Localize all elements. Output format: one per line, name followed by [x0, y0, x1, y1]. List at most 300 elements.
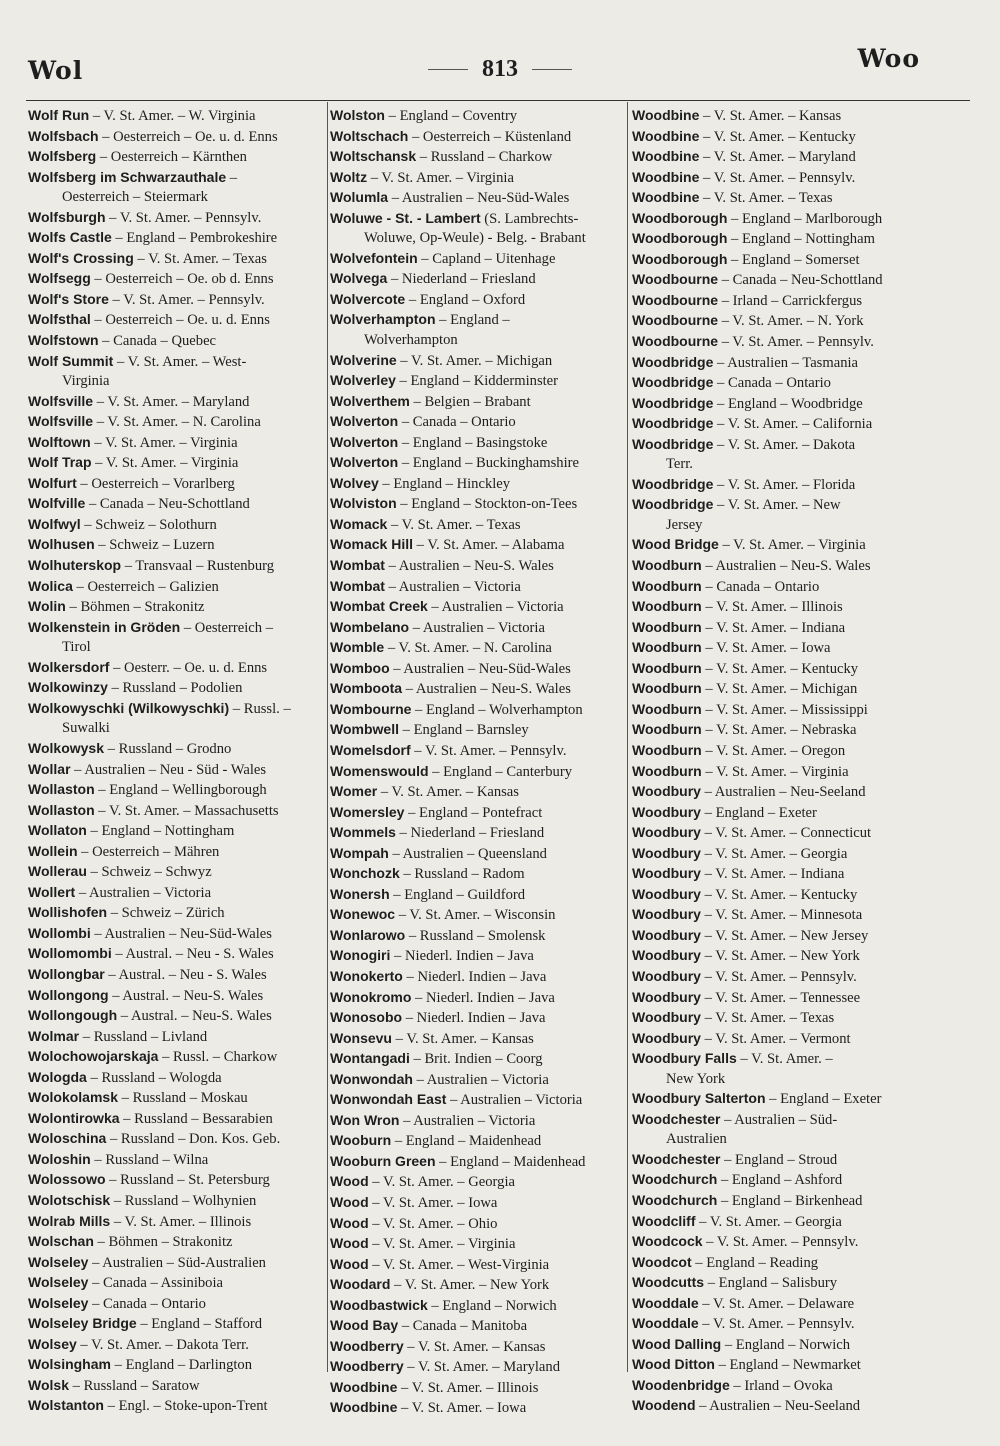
- gazetteer-entry: [28, 1212, 330, 1233]
- entry-headword: Wollomombi: [28, 945, 112, 962]
- entry-location: – Australien – Neu-S. Wales: [701, 558, 871, 575]
- entry-location: – England – Woodbridge: [713, 395, 863, 412]
- gazetteer-entry: [330, 371, 626, 392]
- gazetteer-entry: [632, 1314, 944, 1335]
- gazetteer-entry: [330, 905, 626, 926]
- gazetteer-entry: [28, 433, 330, 454]
- entry-headword: Woodbine: [632, 189, 700, 206]
- entry-location: – V. St. Amer. – Texas: [387, 516, 521, 533]
- header-rule-left: [428, 69, 468, 70]
- entry-headword: Woodborough: [632, 250, 728, 267]
- gazetteer-entry: [28, 494, 330, 515]
- gazetteer-entry: [330, 106, 626, 127]
- entry-location: – V. St. Amer. – Pennsylv.: [702, 1234, 859, 1251]
- gazetteer-entry: [632, 946, 944, 967]
- gazetteer-entry: [28, 556, 330, 577]
- entry-headword: Wombat: [330, 557, 385, 574]
- gazetteer-entry: [330, 1398, 626, 1419]
- entry-location: – Russl. –: [229, 700, 291, 717]
- header-rule-right: [532, 69, 572, 70]
- gazetteer-entry: [330, 1234, 626, 1255]
- gazetteer-entry: [28, 453, 330, 474]
- gazetteer-entry: [632, 803, 944, 824]
- entry-location: – Russland – Saratow: [68, 1377, 200, 1394]
- entry-location: – Niederl. Indien – Java: [402, 968, 547, 985]
- gazetteer-entry: [632, 638, 944, 659]
- entry-headword: Woodbridge: [632, 353, 714, 370]
- entry-location: – V. St. Amer. – N. Carolina: [93, 414, 261, 431]
- entry-location: – V. St. Amer. – Illinois: [397, 1379, 539, 1396]
- entry-headword: Woodbury: [632, 988, 701, 1005]
- gazetteer-entry: [330, 1296, 626, 1317]
- entry-location: – V. St. Amer. – Iowa: [368, 1194, 498, 1211]
- entry-headword: Woodbury: [632, 906, 701, 923]
- entry-headword: Woodburn: [632, 741, 702, 758]
- entry-headword: Woodbury: [632, 926, 701, 943]
- gazetteer-entry: [632, 209, 944, 230]
- gazetteer-entry: [330, 967, 626, 988]
- entry-headword: Wolotschisk: [28, 1191, 111, 1208]
- gazetteer-entry: [632, 762, 944, 783]
- entry-headword: Wood: [330, 1255, 369, 1272]
- entry-headword: Wolstanton: [28, 1397, 104, 1414]
- gazetteer-entry: [28, 1314, 330, 1335]
- gazetteer-entry: [330, 1316, 626, 1337]
- entry-location: – England – Oxford: [405, 291, 526, 308]
- entry-location: – V. St. Amer. – Michigan: [396, 352, 553, 369]
- entry-headword: Woodburn: [632, 577, 702, 594]
- gazetteer-entry: [28, 1232, 330, 1253]
- entry-location-continued: Wolverhampton: [364, 332, 458, 349]
- header-divider: [26, 100, 970, 101]
- entry-headword: Wombelano: [330, 618, 410, 635]
- entry-location: – Australien – Neu - Süd - Wales: [70, 761, 267, 778]
- gazetteer-entry: [28, 965, 330, 986]
- entry-headword: Woloshin: [28, 1150, 91, 1167]
- entry-location-continued: Woluwe, Op-Weule) - Belg. - Brabant: [364, 230, 586, 247]
- gazetteer-entry: [632, 782, 944, 803]
- entry-headword: Woodbourne: [632, 333, 719, 350]
- gazetteer-entry: [28, 1355, 330, 1376]
- gazetteer-entry: [632, 1212, 944, 1233]
- entry-location: – England – Ashford: [717, 1172, 843, 1189]
- entry-headword: Wolfsburgh: [28, 208, 106, 225]
- entry-location: – Austral. – Neu-S. Wales: [117, 1008, 272, 1025]
- entry-headword: Woodbury: [632, 947, 701, 964]
- entry-location: – Niederland – Friesland: [395, 825, 545, 842]
- entry-headword: Wombat Creek: [330, 598, 428, 615]
- gazetteer-entry: [28, 168, 330, 208]
- entry-location: – Oesterreich – Oe. ob d. Enns: [90, 271, 274, 288]
- entry-headword: Wonosobo: [330, 1009, 403, 1026]
- entry-location: – Belgien – Brabant: [409, 393, 531, 410]
- entry-location: – England – Exeter: [700, 804, 817, 821]
- entry-headword: Wolumla: [330, 189, 389, 206]
- entry-location: – England – Stafford: [136, 1316, 263, 1333]
- gazetteer-entry: [28, 1047, 330, 1068]
- entry-location: – Russland – Wolhynien: [110, 1192, 257, 1209]
- entry-headword: Wolvey: [330, 474, 379, 491]
- entry-location: – Russland – Grodno: [104, 740, 232, 757]
- gazetteer-entry: [632, 311, 944, 332]
- gazetteer-entry: [632, 168, 944, 189]
- gazetteer-entry: [28, 986, 330, 1007]
- page-number-area: [0, 56, 1000, 83]
- gazetteer-entry: [330, 392, 626, 413]
- entry-location-continued: New York: [666, 1070, 726, 1087]
- gazetteer-entry: [28, 331, 330, 352]
- gazetteer-entry: [330, 1357, 626, 1378]
- entry-headword: Wolrab Mills: [28, 1212, 111, 1229]
- entry-headword: Wooburn: [330, 1132, 392, 1149]
- entry-location: – V. St. Amer. – Illinois: [701, 599, 843, 616]
- entry-headword: Wombat: [330, 577, 385, 594]
- gazetteer-entry: [330, 762, 626, 783]
- entry-location: – V. St. Amer. – Virginia: [90, 434, 238, 451]
- gazetteer-entry: [28, 924, 330, 945]
- gazetteer-entry: [28, 883, 330, 904]
- entry-location: – Australien – Neu-S. Wales: [402, 681, 571, 698]
- entry-location: – Engl. – Stoke-upon-Trent: [103, 1398, 268, 1415]
- gazetteer-entry: [28, 739, 330, 760]
- entry-headword: Wood: [330, 1214, 369, 1231]
- running-head-right: Woo: [857, 44, 920, 73]
- entry-headword: Wolfsberg im Schwarzauthale: [28, 168, 227, 185]
- entry-location: – V. St. Amer. – Massachusetts: [94, 802, 279, 819]
- entry-location: – Australien – Victoria: [446, 1092, 583, 1109]
- entry-location: – Australien – Neu-Süd-Wales: [389, 660, 571, 677]
- gazetteer-entry: [330, 515, 626, 536]
- entry-location-continued: Oesterreich – Steiermark: [62, 189, 208, 206]
- gazetteer-entry: [28, 1088, 330, 1109]
- entry-headword: Wooddale: [632, 1315, 699, 1332]
- gazetteer-entry: [632, 823, 944, 844]
- gazetteer-entry: [28, 760, 330, 781]
- entry-location: – V. St. Amer. – Maryland: [93, 393, 250, 410]
- entry-headword: Wolfurt: [28, 474, 77, 491]
- gazetteer-entry: [330, 209, 626, 249]
- gazetteer-entry: [632, 659, 944, 680]
- entry-headword: Wolf Summit: [28, 352, 114, 369]
- gazetteer-entry: [28, 535, 330, 556]
- gazetteer-entry: [330, 1090, 626, 1111]
- entry-location: – England – Birkenhead: [717, 1192, 863, 1209]
- entry-location-continued: Terr.: [666, 456, 693, 473]
- entry-headword: Wolseley Bridge: [28, 1315, 137, 1332]
- gazetteer-entry: [330, 351, 626, 372]
- entry-headword: Woodbury: [632, 824, 701, 841]
- gazetteer-entry: [28, 1294, 330, 1315]
- entry-headword: Won Wron: [330, 1111, 400, 1128]
- entry-location: – Irland – Carrickfergus: [718, 292, 863, 309]
- gazetteer-entry: [28, 862, 330, 883]
- entry-location: – Russland – Smolensk: [405, 927, 546, 944]
- entry-location: – V. St. Amer. – Kentucky: [699, 128, 856, 145]
- entry-headword: Wolfwyl: [28, 515, 81, 532]
- entry-location: – V. St. Amer. – Iowa: [701, 640, 831, 657]
- entry-headword: Woltschansk: [330, 148, 417, 165]
- page-number: 813: [482, 56, 518, 82]
- entry-location: – Canada – Neu-Schottland: [718, 272, 883, 289]
- gazetteer-entry: [632, 720, 944, 741]
- gazetteer-entry: [632, 435, 944, 475]
- gazetteer-entry: [632, 844, 944, 865]
- gazetteer-entry: [28, 412, 330, 433]
- entry-location: – Australien – Victoria: [75, 884, 212, 901]
- entry-location: – Russland – Bessarabien: [119, 1110, 273, 1127]
- gazetteer-entry: [330, 577, 626, 598]
- gazetteer-entry: [632, 1029, 944, 1050]
- entry-headword: Wollongbar: [28, 965, 105, 982]
- gazetteer-entry: [28, 1253, 330, 1274]
- entry-location: – Brit. Indien – Coorg: [409, 1051, 543, 1068]
- gazetteer-entry: [28, 208, 330, 229]
- gazetteer-entry: [28, 780, 330, 801]
- gazetteer-entry: [632, 1376, 944, 1397]
- entry-location: – V. St. Amer. – Kansas: [391, 1030, 534, 1047]
- entry-location: – Oesterreich – Oe. u. d. Enns: [90, 312, 270, 329]
- entry-location: – V. St. Amer. – Kansas: [699, 108, 842, 124]
- entry-headword: Wolsk: [28, 1376, 69, 1393]
- gazetteer-entry: [330, 1193, 626, 1214]
- entry-location: – V. St. Amer. – Pennsylv.: [700, 968, 857, 985]
- entry-location: – England – Stockton-on-Tees: [396, 496, 578, 513]
- entry-location: – England – Nottingham: [727, 231, 875, 248]
- gazetteer-entry: [330, 741, 626, 762]
- gazetteer-entry: [330, 1255, 626, 1276]
- gazetteer-entry: [28, 699, 330, 739]
- entry-location: – England – Barnsley: [398, 722, 529, 739]
- entry-location: – Schweiz – Luzern: [94, 537, 215, 554]
- entry-headword: Wollaston: [28, 781, 95, 798]
- gazetteer-entry: [632, 1191, 944, 1212]
- column-1: [28, 106, 330, 1417]
- entry-location: – Oesterreich – Oe. u. d. Enns: [98, 128, 278, 145]
- entry-location: – V. St. Amer. – Maryland: [699, 149, 856, 166]
- entry-headword: Wolfsville: [28, 392, 94, 409]
- entry-headword: Wood Ditton: [632, 1356, 715, 1373]
- entry-location: – Niederl. Indien – Java: [390, 948, 534, 965]
- entry-headword: Woodbury: [632, 783, 701, 800]
- entry-headword: Wolmar: [28, 1027, 80, 1044]
- gazetteer-entry: [330, 453, 626, 474]
- entry-location: – V. St. Amer. – Florida: [713, 476, 856, 493]
- entry-headword: Wolverthem: [330, 392, 410, 409]
- entry-location: – Austral. – Neu-S. Wales: [108, 987, 264, 1004]
- entry-headword: Womack Hill: [330, 536, 413, 553]
- gazetteer-entry: [330, 597, 626, 618]
- entry-headword: Wolviston: [330, 495, 397, 512]
- entry-headword: Wonlarowo: [330, 926, 406, 943]
- entry-headword: Wologda: [28, 1068, 87, 1085]
- entry-headword: Woodchester: [632, 1150, 721, 1167]
- entry-headword: Woodberry: [330, 1358, 404, 1375]
- entry-headword: Woodbine: [632, 168, 700, 185]
- entry-headword: Woodbridge: [632, 374, 714, 391]
- entry-location: – V. St. Amer. – New York: [700, 948, 860, 965]
- entry-headword: Woodburn: [632, 598, 702, 615]
- gazetteer-entry: [632, 1170, 944, 1191]
- entry-location: – Australien – Neu-Seeland: [700, 784, 866, 801]
- entry-location: – Russland – Wilna: [90, 1151, 209, 1168]
- column-divider-2: [627, 102, 628, 1372]
- gazetteer-entry: [330, 1275, 626, 1296]
- gazetteer-entry: [632, 127, 944, 148]
- entry-location: – V. St. Amer. – N. Carolina: [384, 640, 552, 657]
- entry-headword: Wonokromo: [330, 988, 412, 1005]
- entry-location: – V. St. Amer. – Georgia: [700, 845, 848, 862]
- entry-location: – England – Basingstoke: [398, 434, 548, 451]
- entry-location: – Russland – Don. Kos. Geb.: [106, 1131, 281, 1148]
- gazetteer-entry: [28, 106, 330, 127]
- entry-location: – V. St. Amer. – Ohio: [368, 1215, 498, 1232]
- gazetteer-entry: [28, 618, 330, 658]
- entry-location: – Böhmen – Strakonitz: [65, 599, 205, 616]
- entry-location: – V. St. Amer. – Oregon: [701, 742, 846, 759]
- entry-headword: Wolseley: [28, 1253, 89, 1270]
- gazetteer-entry: [632, 556, 944, 577]
- entry-headword: Womenswould: [330, 762, 429, 779]
- gazetteer-entry: [330, 474, 626, 495]
- entry-headword: Woodchester: [632, 1110, 721, 1127]
- entry-headword: Woodbourne: [632, 271, 719, 288]
- entry-location: – Australien – Süd-: [720, 1111, 838, 1128]
- gazetteer-entry: [28, 474, 330, 495]
- entry-headword: Wonwondah East: [330, 1091, 447, 1108]
- gazetteer-entry: [632, 618, 944, 639]
- entry-location: – V. St. Amer. – California: [713, 416, 873, 433]
- gazetteer-entry: [28, 1396, 330, 1417]
- entry-location: – V. St. Amer. – Kentucky: [700, 886, 858, 903]
- entry-headword: Wood Bridge: [632, 536, 719, 553]
- entry-location: – England – Somerset: [727, 251, 860, 268]
- entry-headword: Woodcot: [632, 1253, 692, 1270]
- entry-location: – V. St. Amer. – New Jersey: [700, 927, 869, 944]
- entry-location: – V. St. Amer. – Georgia: [368, 1174, 515, 1191]
- entry-headword: Woodcliff: [632, 1212, 696, 1229]
- entry-location: –: [226, 169, 238, 186]
- gazetteer-entry: [330, 1070, 626, 1091]
- entry-headword: Woodbine: [632, 107, 700, 123]
- gazetteer-entry: [632, 741, 944, 762]
- gazetteer-entry: [632, 905, 944, 926]
- entry-location: – V. St. Amer. – Vermont: [700, 1030, 851, 1047]
- gazetteer-entry: [28, 1068, 330, 1089]
- entry-headword: Wolvefontein: [330, 249, 418, 266]
- entry-headword: Wolfs Castle: [28, 229, 112, 246]
- entry-headword: Woodbury Salterton: [632, 1090, 766, 1107]
- entry-headword: Woodcock: [632, 1233, 703, 1250]
- gazetteer-entry: [330, 310, 626, 350]
- gazetteer-entry: [28, 228, 330, 249]
- gazetteer-entry: [632, 291, 944, 312]
- gazetteer-entry: [330, 556, 626, 577]
- entry-location: – Schweiz – Solothurn: [80, 516, 217, 533]
- entry-location: – Capland – Uitenhage: [417, 250, 556, 267]
- running-head-left: Wol: [28, 56, 84, 85]
- entry-location: – Oesterreich –: [180, 619, 273, 636]
- gazetteer-entry: [330, 147, 626, 168]
- gazetteer-entry: [28, 1027, 330, 1048]
- entry-location: – V. St. Amer. – W. Virginia: [89, 108, 256, 124]
- entry-headword: Wolfsville: [28, 413, 94, 430]
- gazetteer-entry: [330, 988, 626, 1009]
- gazetteer-entry: [632, 353, 944, 374]
- gazetteer-entry: [330, 864, 626, 885]
- entry-headword: Woodbourne: [632, 291, 719, 308]
- entry-location: – Schweiz – Zürich: [107, 905, 225, 922]
- gazetteer-entry: [28, 352, 330, 392]
- entry-location: – England – Maidenhead: [435, 1153, 586, 1170]
- entry-location: – England – Buckinghamshire: [398, 455, 579, 472]
- entry-location: – Oesterreich – Küstenland: [408, 128, 572, 145]
- entry-headword: Woodbridge: [632, 496, 714, 513]
- entry-headword: Woodbastwick: [330, 1296, 428, 1313]
- gazetteer-entry: [330, 1008, 626, 1029]
- entry-location: – Australien – Neu-Süd-Wales: [388, 190, 570, 207]
- gazetteer-entry: [632, 475, 944, 496]
- entry-headword: Wolkowinzy: [28, 679, 108, 696]
- entry-location: – England – Reading: [691, 1254, 819, 1271]
- entry-location: – V. St. Amer. – Minnesota: [700, 907, 863, 924]
- gazetteer-entry: [28, 515, 330, 536]
- gazetteer-entry: [632, 1253, 944, 1274]
- entry-headword: Woodbury: [632, 865, 701, 882]
- entry-headword: Woloschina: [28, 1130, 107, 1147]
- entry-location: – England – Newmarket: [714, 1357, 861, 1374]
- entry-location: (S. Lambrechts-: [480, 210, 579, 227]
- entry-location: – Russland – Moskau: [118, 1090, 248, 1107]
- gazetteer-entry: [330, 1111, 626, 1132]
- entry-headword: Womack: [330, 515, 388, 532]
- entry-location: – England – Wolverhampton: [411, 701, 583, 718]
- gazetteer-entry: [330, 290, 626, 311]
- gazetteer-entry: [28, 842, 330, 863]
- entry-location: – V. St. Amer. – Kentucky: [701, 660, 859, 677]
- entry-location: – Schweiz – Schwyz: [86, 864, 212, 881]
- entry-location: – Canada – Ontario: [398, 414, 516, 431]
- entry-headword: Woodburn: [632, 762, 702, 779]
- gazetteer-entry: [632, 1008, 944, 1029]
- entry-headword: Woodburn: [632, 721, 702, 738]
- entry-headword: Woodburn: [632, 659, 702, 676]
- gazetteer-entry: [330, 618, 626, 639]
- entry-headword: Woodbury Falls: [632, 1050, 737, 1067]
- gazetteer-entry: [632, 1110, 944, 1150]
- entry-headword: Wonersh: [330, 885, 390, 902]
- entry-location-continued: Virginia: [62, 373, 110, 390]
- entry-location: – England – Guildford: [389, 886, 526, 903]
- gazetteer-entry: [330, 926, 626, 947]
- entry-location: – V. St. Amer. – Indiana: [701, 619, 846, 636]
- gazetteer-entry: [330, 127, 626, 148]
- entry-headword: Wolverton: [330, 413, 399, 430]
- gazetteer-entry: [632, 270, 944, 291]
- entry-location: – Canada – Assiniboia: [88, 1275, 224, 1292]
- entry-location: – V. St. Amer. – Pennsylv.: [718, 334, 874, 351]
- gazetteer-entry: [330, 659, 626, 680]
- gazetteer-entry: [330, 1029, 626, 1050]
- entry-headword: Womboo: [330, 659, 390, 676]
- entry-headword: Wolfsthal: [28, 311, 91, 328]
- entry-location: – V. St. Amer. – Kansas: [403, 1338, 546, 1355]
- entry-headword: Wolsingham: [28, 1356, 111, 1373]
- entry-location: – Niederl. Indien – Java: [402, 1010, 546, 1027]
- entry-location: – England – Kidderminster: [395, 373, 559, 390]
- gazetteer-entry: [28, 597, 330, 618]
- entry-headword: Wolvercote: [330, 290, 406, 307]
- gazetteer-entry: [28, 310, 330, 331]
